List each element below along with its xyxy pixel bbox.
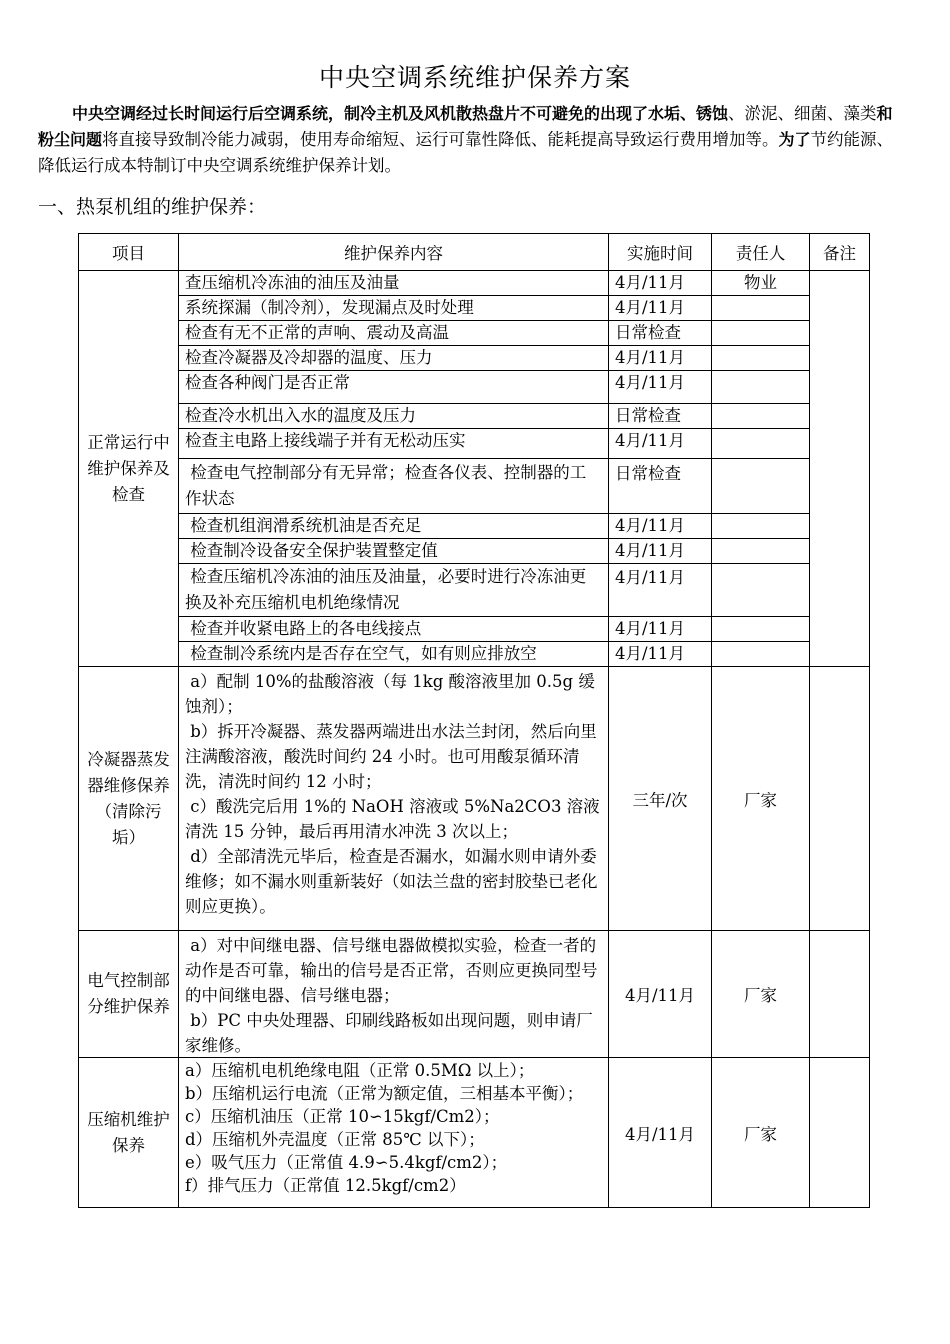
row-person [712,564,810,617]
row-content: 检查冷凝器及冷却器的温度、压力 [179,346,609,371]
group-label-condenser: 冷凝器蒸发器维修保养（清除污垢） [79,667,179,931]
row-content: 检查有无不正常的声响、震动及高温 [179,321,609,346]
row-time: 4月/11月 [609,1058,712,1208]
maintenance-table [78,233,870,1208]
row-person [712,346,810,371]
header-item: 项目 [79,234,179,271]
intro-bold-3: 和粉尘问题 [38,104,893,149]
content-line: d）压缩机外壳温度（正常 85℃ 以下）； [185,1130,485,1149]
row-person [712,371,810,404]
intro-text-2: 、淤泥、细菌、藻类 [728,104,877,123]
row-time: 三年/次 [609,667,712,931]
group-label-compressor: 压缩机维护保养 [79,1058,179,1208]
row-time: 4月/11月 [609,371,712,404]
row-person: 厂家 [712,667,810,931]
row-content: 检查冷水机出入水的温度及压力 [179,404,609,429]
table-row [79,1058,870,1208]
row-time: 4月/11月 [609,514,712,539]
row-person: 厂家 [712,931,810,1058]
table-row [79,617,870,642]
content-line: a）压缩机电机绝缘电阻（正常 0.5MΩ 以上）； [185,1061,535,1080]
intro-text-4: 将直接导致制冷能力减弱，使用寿命缩短、运行可靠性降低、能耗提高导致运行费用增加等。 [102,130,779,149]
compressor-content [179,1058,609,1208]
row-person [712,539,810,564]
remark-cell [810,931,870,1058]
table-row [79,931,870,1058]
row-content: 检查主电路上接线端子并有无松动压实 [179,429,609,459]
table-row [79,429,870,459]
group-label-normal-operation: 正常运行中维护保养及检查 [79,271,179,667]
row-person [712,514,810,539]
row-time: 4月/11月 [609,564,712,617]
row-person [712,642,810,667]
remark-cell [810,667,870,931]
table-row [79,346,870,371]
intro-bold-1: 中央空调经过长时间运行后空调系统，制冷主机及风机散热盘片不可避免的出现了水垢、锈蚀 [72,104,729,123]
row-time: 日常检查 [609,321,712,346]
table-header-row [79,234,870,271]
content-line: d）全部清洗元毕后，检查是否漏水，如漏水则申请外委维修；如不漏水则重新装好（如法兰盘的密封胶垫已老化则应更换）。 [185,847,598,916]
row-content: 检查各种阀门是否正常 [179,371,609,404]
remark-cell [810,1058,870,1208]
row-person [712,429,810,459]
row-person: 厂家 [712,1058,810,1208]
table-row [79,296,870,321]
table-row [79,371,870,404]
row-content: 检查制冷设备安全保护装置整定值 [179,539,609,564]
section-heading: 一、热泵机组的维护保养： [38,196,267,218]
intro-bold-5: 为了 [778,130,811,149]
table-row [79,539,870,564]
row-person [712,404,810,429]
header-time: 实施时间 [609,234,712,271]
content-line: e）吸气压力（正常值 4.9∽5.4kgf/cm2）； [185,1153,508,1172]
content-line: a）对中间继电器、信号继电器做模拟实验，检查一者的动作是否可靠，输出的信号是否正常，否则应更换同型号的中间继电器、信号继电器； [185,936,598,1005]
table-row [79,514,870,539]
row-time: 4月/11月 [609,346,712,371]
row-time: 日常检查 [609,459,712,514]
table-row [79,271,870,296]
row-time: 日常检查 [609,404,712,429]
content-line: f）排气压力（正常值 12.5kgf/cm2） [185,1176,466,1195]
condenser-content [179,667,609,931]
row-time: 4月/11月 [609,271,712,296]
group-label-electrical: 电气控制部分维护保养 [79,931,179,1058]
header-remark: 备注 [810,234,870,271]
row-content: 查压缩机冷冻油的油压及油量 [179,271,609,296]
remark-cell [810,271,870,667]
page-title: 中央空调系统维护保养方案 [318,63,631,92]
row-time: 4月/11月 [609,617,712,642]
row-time: 4月/11月 [609,429,712,459]
table-row [79,642,870,667]
row-content: 检查并收紧电路上的各电线接点 [179,617,609,642]
table-row [79,667,870,931]
content-line: b）拆开冷凝器、蒸发器两端进出水法兰封闭，然后向里注满酸溶液，酸洗时间约 24 小时。也可用酸泵循环清洗，清洗时间约 12 小时； [185,722,597,791]
table-row [79,321,870,346]
intro-text-6: 节约能源、降低运行成本特制订中央空调系统维护保养计划。 [38,130,894,175]
row-time: 4月/11月 [609,539,712,564]
header-content: 维护保养内容 [179,234,609,271]
row-content: 系统探漏（制冷剂），发现漏点及时处理 [179,296,609,321]
content-line: c）酸洗完后用 1%的 NaOH 溶液或 5%Na2CO3 溶液清洗 15 分钟，最后再用清水冲洗 3 次以上； [185,797,600,841]
row-time: 4月/11月 [609,642,712,667]
header-person: 责任人 [712,234,810,271]
row-content: 检查机组润滑系统机油是否充足 [179,514,609,539]
table-row [79,564,870,617]
row-time: 4月/11月 [609,296,712,321]
table-row [79,404,870,429]
row-content: 检查制冷系统内是否存在空气，如有则应排放空 [179,642,609,667]
content-line: b）PC 中央处理器、印刷线路板如出现问题，则申请厂家维修。 [185,1011,593,1055]
content-line: c）压缩机油压（正常 10∽15kgf/Cm2）； [185,1107,500,1126]
row-person [712,617,810,642]
intro-paragraph [38,101,908,179]
row-content: 检查压缩机冷冻油的油压及油量，必要时进行冷冻油更换及补充压缩机电机绝缘情况 [179,564,609,617]
row-person [712,459,810,514]
content-line: b）压缩机运行电流（正常为额定值，三相基本平衡）； [185,1084,584,1103]
row-person [712,321,810,346]
content-line: a）配制 10%的盐酸溶液（每 1kg 酸溶液里加 0.5g 缓蚀剂）； [185,672,595,716]
row-content: 检查电气控制部分有无异常；检查各仪表、控制器的工作状态 [179,459,609,514]
table-row [79,459,870,514]
row-time: 4月/11月 [609,931,712,1058]
row-person: 物业 [712,271,810,296]
electrical-content [179,931,609,1058]
row-person [712,296,810,321]
